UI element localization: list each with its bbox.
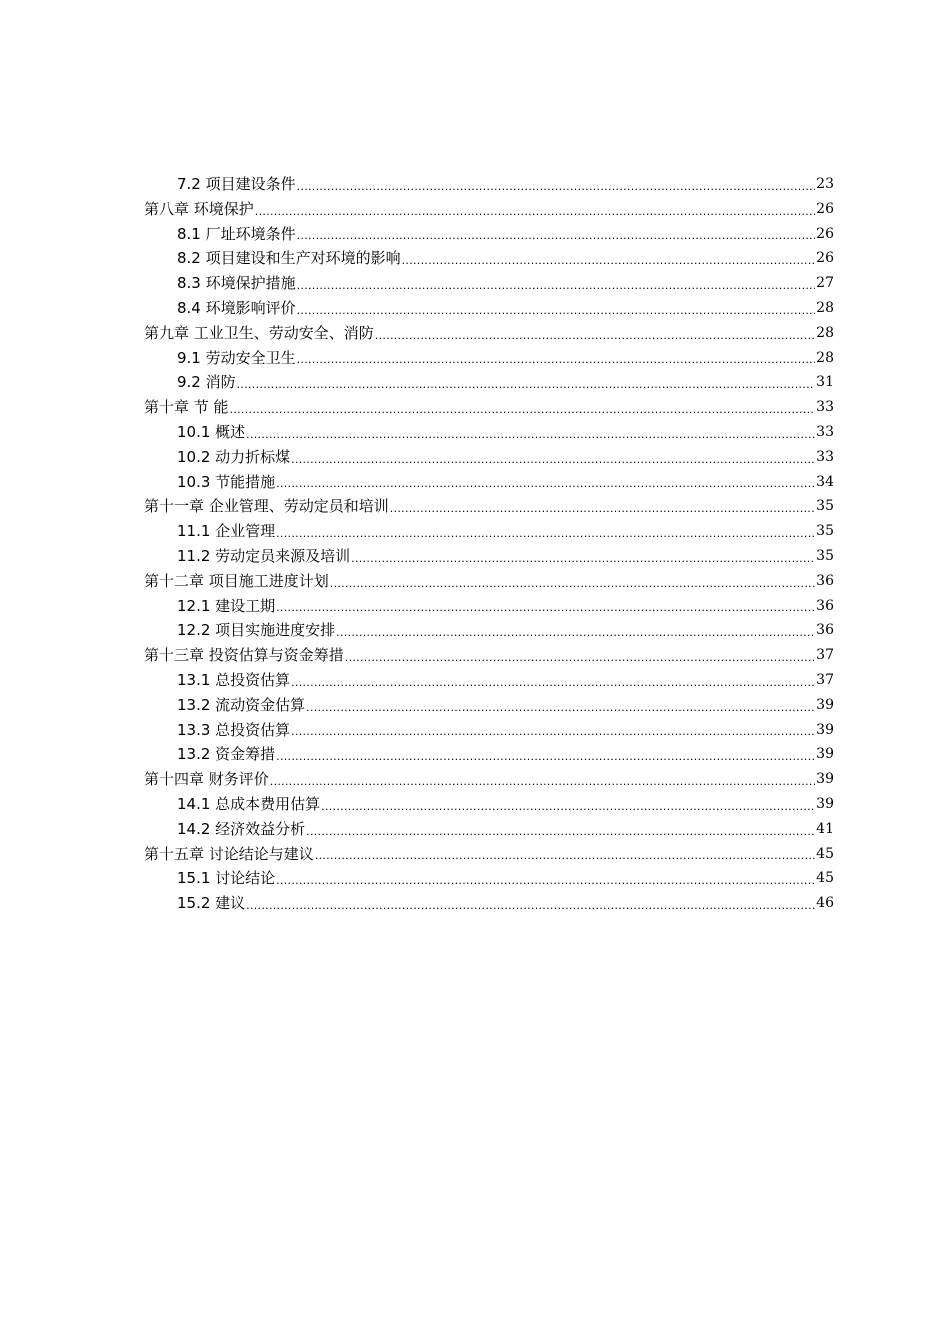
toc-entry-title: 11.2 劳动定员来源及培训 [177, 546, 351, 565]
toc-section-entry[interactable] [144, 222, 834, 247]
dot-leader [230, 400, 816, 420]
toc-page-number: 41 [816, 820, 834, 837]
toc-page-number: 33 [816, 448, 834, 465]
toc-entry-title: 8.2 项目建设和生产对环境的影响 [177, 249, 401, 268]
toc-section-entry[interactable] [144, 519, 834, 544]
toc-page-number: 31 [816, 374, 834, 391]
dot-leader [306, 822, 815, 842]
dot-leader [351, 549, 815, 569]
toc-page-number: 36 [816, 622, 834, 639]
toc-chapter-entry[interactable] [144, 494, 834, 519]
toc-page-number: 37 [816, 671, 834, 688]
dot-leader [315, 846, 815, 866]
toc-page-number: 26 [816, 225, 834, 242]
toc-entry-title: 10.1 概述 [177, 422, 246, 441]
dot-leader [402, 251, 816, 271]
toc-page-number: 23 [816, 176, 834, 192]
toc-entry-title: 9.2 消防 [177, 373, 236, 392]
dot-leader [276, 747, 815, 767]
toc-page-number: 26 [816, 200, 834, 217]
toc-entry-title: 10.3 节能措施 [177, 472, 276, 491]
toc-page-number: 36 [816, 597, 834, 614]
dot-leader [237, 375, 816, 395]
toc-section-entry[interactable] [144, 370, 834, 395]
dot-leader [297, 350, 816, 370]
toc-section-entry[interactable] [144, 718, 834, 743]
toc-entry-title: 第十三章 投资估算与资金筹措 [144, 646, 344, 665]
dot-leader [297, 226, 816, 246]
dot-leader [246, 425, 815, 445]
dot-leader [291, 722, 815, 742]
toc-chapter-entry[interactable] [144, 321, 834, 346]
dot-leader [246, 896, 815, 916]
toc-section-entry[interactable] [144, 594, 834, 619]
toc-section-entry[interactable] [144, 866, 834, 891]
dot-leader [270, 772, 815, 792]
toc-entry-title: 12.2 项目实施进度安排 [177, 621, 336, 640]
toc-entry-title: 13.2 资金筹措 [177, 745, 276, 764]
toc-section-entry[interactable] [144, 668, 834, 693]
toc-section-entry[interactable] [144, 346, 834, 371]
dot-leader [297, 177, 816, 197]
toc-page-number: 33 [816, 399, 834, 416]
toc-section-entry[interactable] [144, 544, 834, 569]
toc-section-entry[interactable] [144, 693, 834, 718]
toc-page-number: 26 [816, 250, 834, 267]
toc-entry-title: 7.2 项目建设条件 [177, 175, 296, 193]
toc-page-number: 28 [816, 324, 834, 341]
toc-section-entry[interactable] [144, 420, 834, 445]
toc-page-number: 35 [816, 547, 834, 564]
toc-chapter-entry[interactable] [144, 842, 834, 867]
toc-page-number: 35 [816, 523, 834, 540]
dot-leader [291, 450, 815, 470]
toc-entry-title: 第十五章 讨论结论与建议 [144, 844, 314, 863]
toc-entry-title: 8.4 环境影响评价 [177, 298, 296, 317]
toc-entry-title: 8.1 厂址环境条件 [177, 224, 296, 243]
dot-leader [291, 673, 815, 693]
toc-entry-title: 第十一章 企业管理、劳动定员和培训 [144, 497, 389, 516]
toc-entry-title: 14.1 总成本费用估算 [177, 794, 321, 813]
toc-entry-title: 15.1 讨论结论 [177, 869, 276, 888]
toc-page-number: 34 [816, 473, 834, 490]
toc-entry-title: 第九章 工业卫生、劳动安全、消防 [144, 323, 374, 342]
dot-leader [345, 648, 815, 668]
toc-page-number: 28 [816, 299, 834, 316]
toc-section-entry[interactable] [144, 246, 834, 271]
dot-leader [297, 276, 816, 296]
toc-section-entry[interactable] [144, 817, 834, 842]
toc-entry-title: 12.1 建设工期 [177, 596, 276, 615]
toc-section-entry[interactable] [144, 618, 834, 643]
toc-entry-title: 第十章 节 能 [144, 398, 229, 417]
toc-page-number: 39 [816, 746, 834, 763]
toc-section-entry[interactable] [144, 742, 834, 767]
toc-section-entry[interactable] [144, 891, 834, 916]
dot-leader [276, 598, 815, 618]
toc-entry-title: 15.2 建议 [177, 894, 246, 913]
toc-page-number: 27 [816, 275, 834, 292]
toc-page-number: 39 [816, 795, 834, 812]
dot-leader [390, 499, 815, 519]
toc-page-number: 39 [816, 721, 834, 738]
toc-chapter-entry[interactable] [144, 643, 834, 668]
toc-page-number: 35 [816, 498, 834, 515]
toc-entry-title: 第八章 环境保护 [144, 199, 254, 218]
toc-section-entry[interactable] [144, 296, 834, 321]
toc-section-entry[interactable] [144, 470, 834, 495]
toc-page-number: 39 [816, 696, 834, 713]
toc-page-number: 46 [816, 895, 834, 912]
toc-chapter-entry[interactable] [144, 767, 834, 792]
toc-page-number: 33 [816, 423, 834, 440]
toc-section-entry[interactable] [144, 172, 834, 197]
toc-page-number: 28 [816, 349, 834, 366]
dot-leader [276, 474, 815, 494]
toc-entry-title: 13.1 总投资估算 [177, 670, 291, 689]
toc-chapter-entry[interactable] [144, 197, 834, 222]
dot-leader [330, 574, 815, 594]
toc-entry-title: 14.2 经济效益分析 [177, 819, 306, 838]
toc-section-entry[interactable] [144, 271, 834, 296]
toc-entry-title: 第十四章 财务评价 [144, 770, 269, 789]
toc-page-number: 39 [816, 771, 834, 788]
toc-page-number: 36 [816, 572, 834, 589]
table-of-contents [144, 172, 834, 916]
toc-entry-title: 13.3 总投资估算 [177, 720, 291, 739]
toc-entry-title: 8.3 环境保护措施 [177, 274, 296, 293]
dot-leader [336, 623, 815, 643]
dot-leader [276, 524, 815, 544]
toc-chapter-entry[interactable] [144, 395, 834, 420]
toc-page-number: 45 [816, 845, 834, 862]
dot-leader [321, 797, 815, 817]
toc-chapter-entry[interactable] [144, 569, 834, 594]
toc-section-entry[interactable] [144, 445, 834, 470]
toc-entry-title: 第十二章 项目施工进度计划 [144, 571, 329, 590]
toc-section-entry[interactable] [144, 792, 834, 817]
toc-page-number: 45 [816, 870, 834, 887]
dot-leader [255, 202, 815, 222]
dot-leader [306, 698, 815, 718]
toc-entry-title: 10.2 动力折标煤 [177, 447, 291, 466]
dot-leader [297, 301, 816, 321]
toc-entry-title: 13.2 流动资金估算 [177, 695, 306, 714]
dot-leader [276, 871, 815, 891]
toc-entry-title: 9.1 劳动安全卫生 [177, 348, 296, 367]
toc-entry-title: 11.1 企业管理 [177, 522, 276, 541]
toc-page-number: 37 [816, 647, 834, 664]
dot-leader [375, 326, 815, 346]
